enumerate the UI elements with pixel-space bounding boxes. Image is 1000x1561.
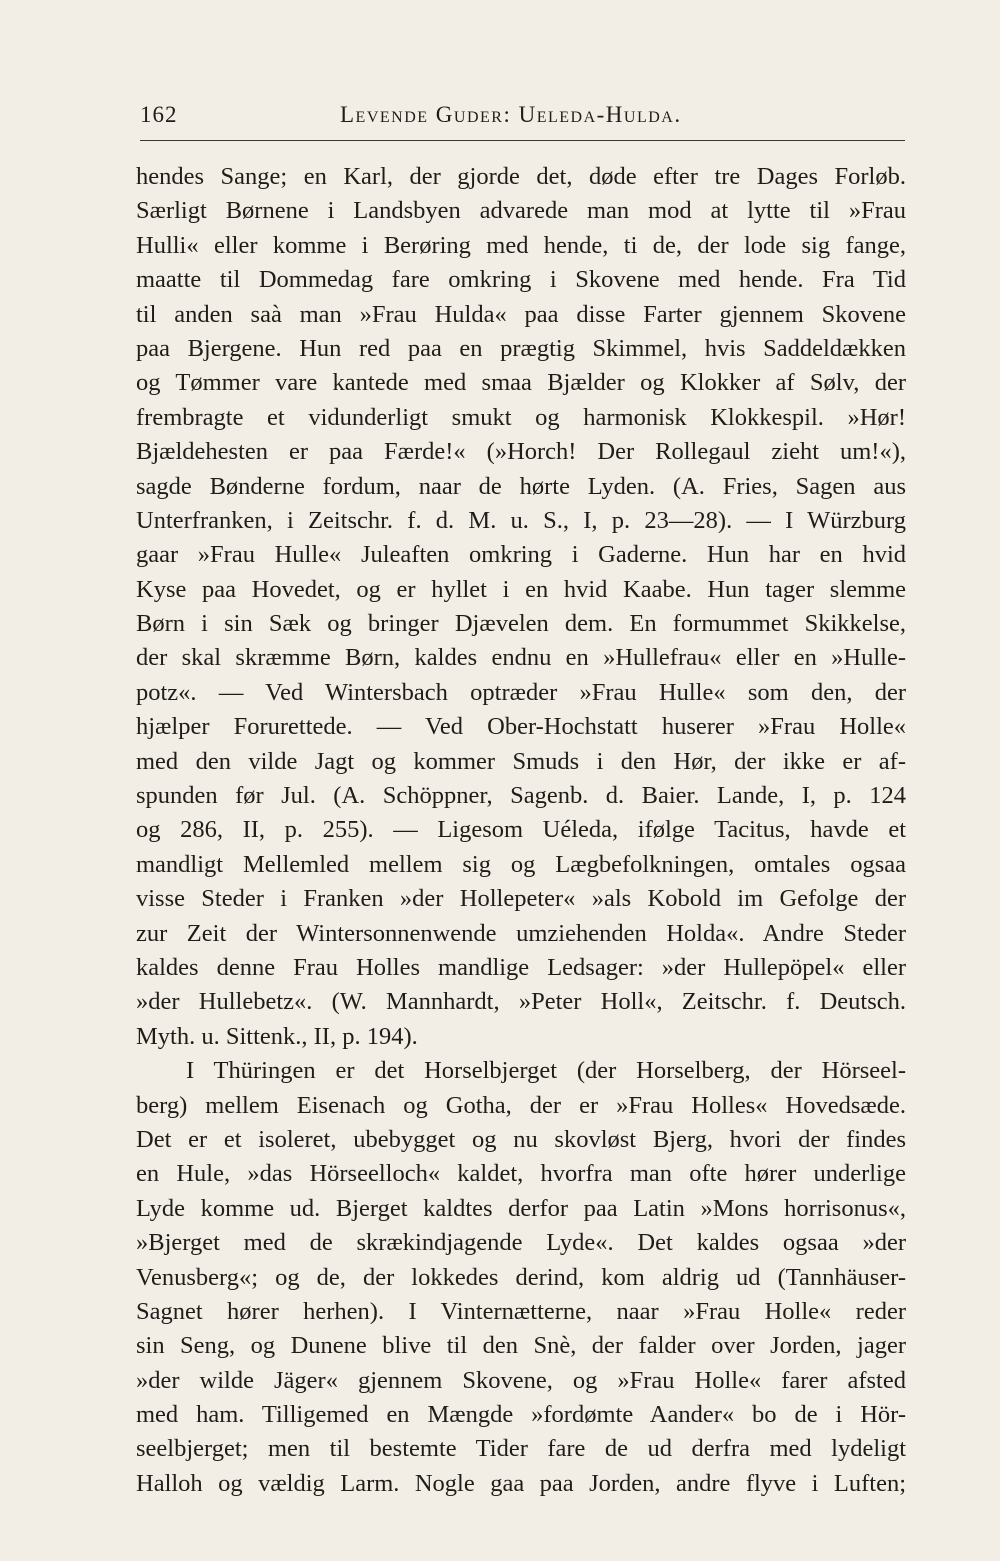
text-line: og Tømmer vare kantede med smaa Bjælder og Klokker af Sølv, der: [136, 369, 906, 397]
text-line: Bjældehesten er paa Færde!« (»Horch! Der Rollegaul zieht um!«),: [136, 438, 906, 466]
text-line: Lyde komme ud. Bjerget kaldtes derfor paa Latin »Mons horrisonus«,: [136, 1194, 906, 1222]
text-line: paa Bjergene. Hun red paa en prægtig Skimmel, hvis Saddeldækken: [136, 334, 906, 362]
text-line: Sagnet hører herhen). I Vinternætterne, naar »Frau Holle« reder: [136, 1297, 906, 1325]
text-line: hendes Sange; en Karl, der gjorde det, døde efter tre Dages Forløb.: [136, 163, 906, 190]
text-line: seelbjerget; men til bestemte Tider fare de ud derfra med lydeligt: [136, 1435, 906, 1463]
text-line: maatte til Dommedag fare omkring i Skovene med hende. Fra Tid: [136, 266, 906, 294]
header-rule: [140, 140, 905, 141]
text-line: gaar »Frau Hulle« Juleaften omkring i Gaderne. Hun har en hvid: [136, 541, 906, 569]
text-line: »der wilde Jäger« gjennem Skovene, og »Frau Holle« farer afsted: [136, 1366, 906, 1394]
text-line: frembragte et vidunderligt smukt og harmonisk Klokkespil. »Hør!: [136, 403, 906, 431]
text-line: zur Zeit der Wintersonnenwende umziehenden Holda«. Andre Steder: [136, 919, 906, 947]
text-line: med den vilde Jagt og kommer Smuds i den Hør, der ikke er af-: [136, 747, 906, 775]
text-line: mandligt Mellemled mellem sig og Lægbefolkningen, omtales ogsaa: [136, 850, 906, 878]
text-line: og 286, II, p. 255). — Ligesom Uéleda, ifølge Tacitus, havde et: [136, 816, 906, 844]
text-line: Særligt Børnene i Landsbyen advarede man mod at lytte til »Frau: [136, 197, 906, 225]
text-line: Myth. u. Sittenk., II, p. 194).: [136, 1022, 418, 1050]
text-line: berg) mellem Eisenach og Gotha, der er »Frau Holles« Hovedsæde.: [136, 1091, 906, 1119]
text-line: spunden før Jul. (A. Schöppner, Sagenb. d. Baier. Lande, I, p. 124: [136, 782, 906, 810]
text-line: Hulli« eller komme i Berøring med hende, ti de, der lode sig fange,: [136, 231, 906, 259]
text-line: »Bjerget med de skrækindjagende Lyde«. Det kaldes ogsaa »der: [136, 1229, 906, 1257]
text-line: med ham. Tilligemed en Mængde »fordømte Aander« bo de i Hör-: [136, 1401, 906, 1429]
text-line: en Hule, »das Hörseelloch« kaldet, hvorfra man ofte hører underlige: [136, 1160, 906, 1188]
text-line: Kyse paa Hovedet, og er hyllet i en hvid Kaabe. Hun tager slemme: [136, 575, 906, 603]
running-head: [140, 102, 905, 138]
text-line: til anden saà man »Frau Hulda« paa disse Farter gjennem Skovene: [136, 300, 906, 328]
text-line: »der Hullebetz«. (W. Mannhardt, »Peter Holl«, Zeitschr. f. Deutsch.: [136, 988, 906, 1016]
text-line: Halloh og vældig Larm. Nogle gaa paa Jorden, andre flyve i Luften;: [136, 1469, 906, 1497]
text-line: potz«. — Ved Wintersbach optræder »Frau Hulle« som den, der: [136, 678, 906, 706]
body-text: [136, 160, 906, 1501]
text-line: sin Seng, og Dunene blive til den Snè, der falder over Jorden, jager: [136, 1332, 906, 1360]
text-line: kaldes denne Frau Holles mandlige Ledsager: »der Hullepöpel« eller: [136, 953, 906, 981]
text-line: Det er et isoleret, ubebygget og nu skovløst Bjerg, hvori der findes: [136, 1125, 906, 1153]
text-line: Venusberg«; og de, der lokkedes derind, kom aldrig ud (Tannhäuser-: [136, 1263, 906, 1291]
text-line: Børn i sin Sæk og bringer Djævelen dem. En formummet Skikkelse,: [136, 610, 906, 638]
text-line: I Thüringen er det Horselbjerget (der Horselberg, der Hörseel-: [186, 1057, 906, 1085]
page-number: 162: [140, 102, 178, 127]
running-title: Levende Guder: Ueleda-Hulda.: [340, 102, 682, 127]
text-line: der skal skræmme Børn, kaldes endnu en »Hullefrau« eller en »Hulle-: [136, 644, 906, 672]
text-line: visse Steder i Franken »der Hollepeter« »als Kobold im Gefolge der: [136, 885, 906, 913]
text-line: hjælper Forurettede. — Ved Ober-Hochstatt huserer »Frau Holle«: [136, 713, 906, 741]
text-line: Unterfranken, i Zeitschr. f. d. M. u. S., I, p. 23—28). — I Würzburg: [136, 506, 906, 534]
text-line: sagde Bønderne fordum, naar de hørte Lyden. (A. Fries, Sagen aus: [136, 472, 906, 500]
